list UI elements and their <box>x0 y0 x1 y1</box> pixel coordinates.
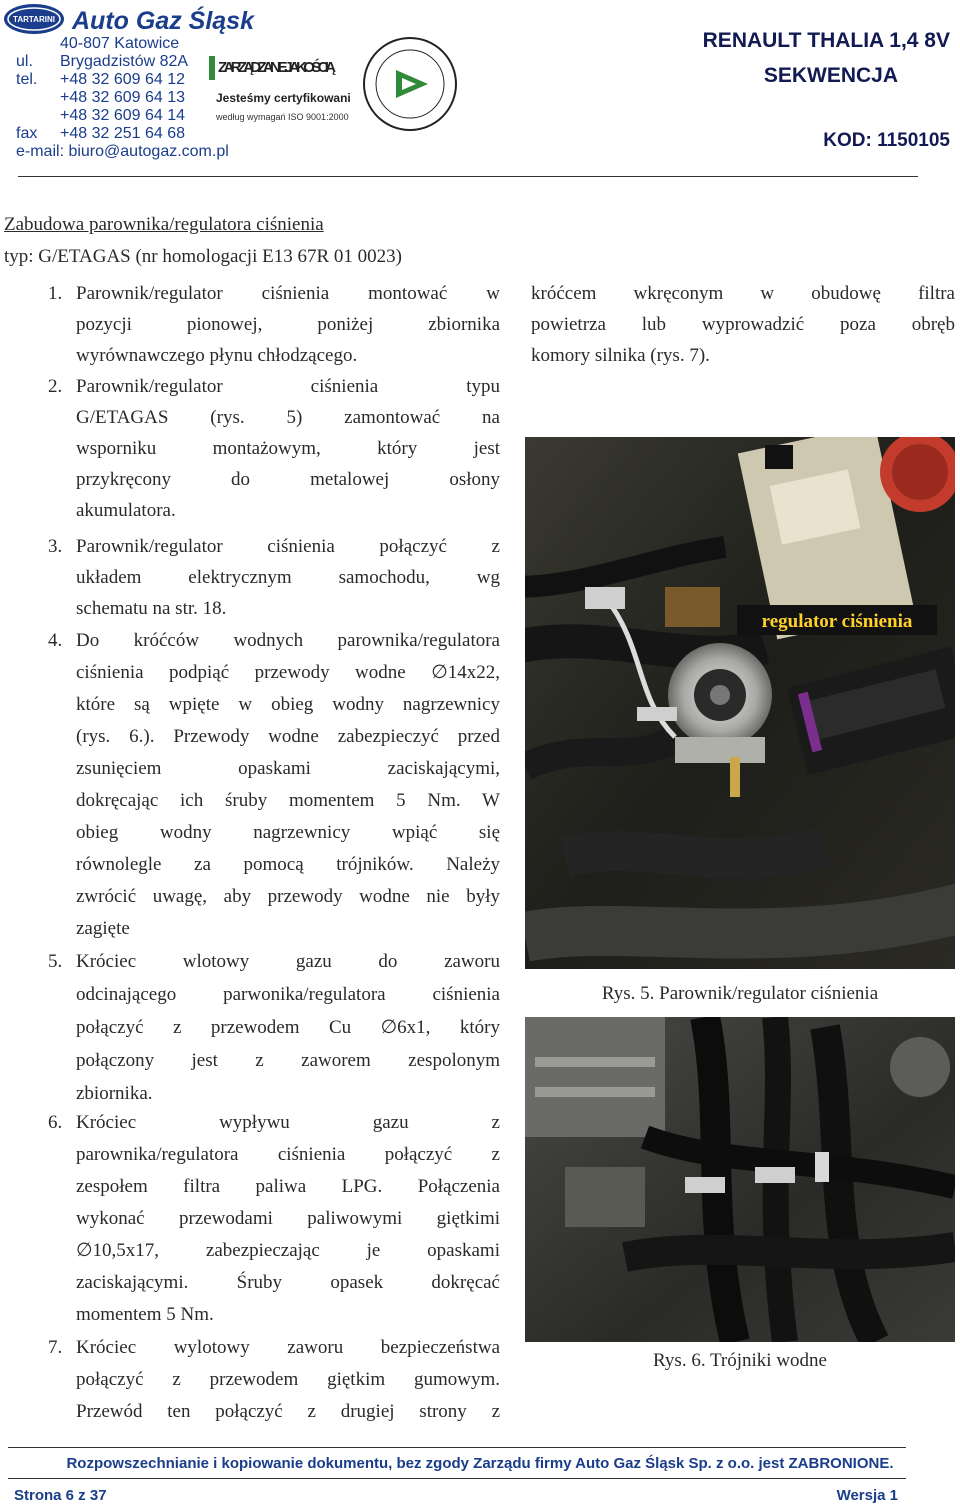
section-title: Zabudowa parownika/regulatora ciśnienia <box>4 214 324 235</box>
photo-water-tees <box>525 1017 955 1342</box>
document-version: Wersja 1 <box>836 1487 898 1504</box>
header-divider <box>18 176 918 177</box>
iso-seal-icon <box>364 38 456 130</box>
copyright-notice: Rozpowszechnianie i kopiowanie dokumentu, bez zgody Zarządu firmy Auto Gaz Śląsk Sp. z o.o. jest ZABRONIONE. <box>66 1455 894 1472</box>
item-2: 2. Parownik/regulator ciśnienia typu G/ETAGAS (rys. 5) zamontować na wsporniku montażowym, który jest przykręcony do metalowej osłony akumulatora. <box>48 376 500 521</box>
contact-line-3: tel. +48 32 609 64 12 <box>16 71 186 88</box>
quality-certificate-badge <box>206 32 474 134</box>
page-number: Strona 6 z 37 <box>14 1487 107 1504</box>
quality-sub: Jesteśmy certyfikowani <box>216 91 351 105</box>
item-6: 6. Króciec wypływu gazu z parownika/regulatora ciśnienia połączyć z zespołem filtra paliwa LPG. Połączenia wykonać przewodami paliwowymi giętkimi ∅10,5x17, zabezpieczając je opaskami zaciskającymi. Śruby opasek dokręcać momentem 5 Nm. <box>48 1112 500 1325</box>
figure-5-caption: Rys. 5. Parownik/regulator ciśnienia <box>601 983 879 1004</box>
logo-badge-text: TARTARINI <box>13 15 55 24</box>
item-3: 3. Parownik/regulator ciśnienia połączyć z układem elektrycznym samochodu, wg schematu na str. 18. <box>48 536 500 619</box>
footer-divider-2 <box>8 1478 906 1479</box>
regulator-type-line: typ: G/ETAGAS (nr homologacji E13 67R 01 0023) <box>4 246 402 267</box>
item-7: 7. Króciec wylotowy zaworu bezpieczeństwa połączyć z przewodem giętkim gumowym. Przewód ten połączyć z drugiej strony z <box>48 1337 500 1422</box>
quality-title: ZARZĄDZANIE JAKOŚCIĄ <box>218 59 336 76</box>
vehicle-code: KOD: 1150105 <box>823 130 950 151</box>
contact-line-1: 40-807 Katowice <box>60 35 180 52</box>
contact-line-6: fax +48 32 251 64 68 <box>16 125 186 142</box>
regulator-label: regulator ciśnienia <box>761 611 913 632</box>
vehicle-title: RENAULT THALIA 1,4 8V <box>702 29 950 52</box>
contact-line-5: +48 32 609 64 14 <box>60 107 186 124</box>
system-title: SEKWENCJA <box>763 64 898 87</box>
logo-brand-text: Auto Gaz Śląsk <box>72 7 254 35</box>
item-4: 4. Do króćców wodnych parownika/regulatora ciśnienia podpiąć przewody wodne ∅14x22, które są wpięte w obieg wodny nagrzewnicy (rys. 6.). Przewody wodne zabezpieczyć przed zsunięciem opaskami zaciskającymi, dokręcając ich śruby momentem 5 Nm. W obieg wodny nagrzewnicy wpiąć się równolegle za pomocą trójników. Należy zwrócić uwagę, aby przewody wodne nie były zagięte <box>48 630 500 939</box>
item-5: 5. Króciec wlotowy gazu do zaworu odcinającego parwonika/regulatora ciśnienia połączyć z przewodem Cu ∅6x1, który połączony jest z zaworem zespolonym zbiornika. <box>48 951 500 1104</box>
item-1: 1. Parownik/regulator ciśnienia montować w pozycji pionowej, poniżej zbiornika wyrównawczego płynu chłodzącego. <box>48 283 500 366</box>
footer-divider <box>8 1447 906 1448</box>
quality-norm: według wymagań ISO 9001:2000 <box>216 112 349 122</box>
figure-6-caption: Rys. 6. Trójniki wodne <box>653 1350 827 1371</box>
contact-email[interactable]: e-mail: biuro@autogaz.com.pl <box>16 143 229 160</box>
contact-line-2: ul. Brygadzistów 82A <box>16 53 189 70</box>
contact-line-4: +48 32 609 64 13 <box>60 89 186 106</box>
right-column-text: króćcem wkręconym w obudowę filtra powietrza lub wyprowadzić poza obręb komory silnika (rys. 7). <box>531 283 955 366</box>
company-logo <box>2 2 300 36</box>
photo-regulator <box>525 437 955 969</box>
